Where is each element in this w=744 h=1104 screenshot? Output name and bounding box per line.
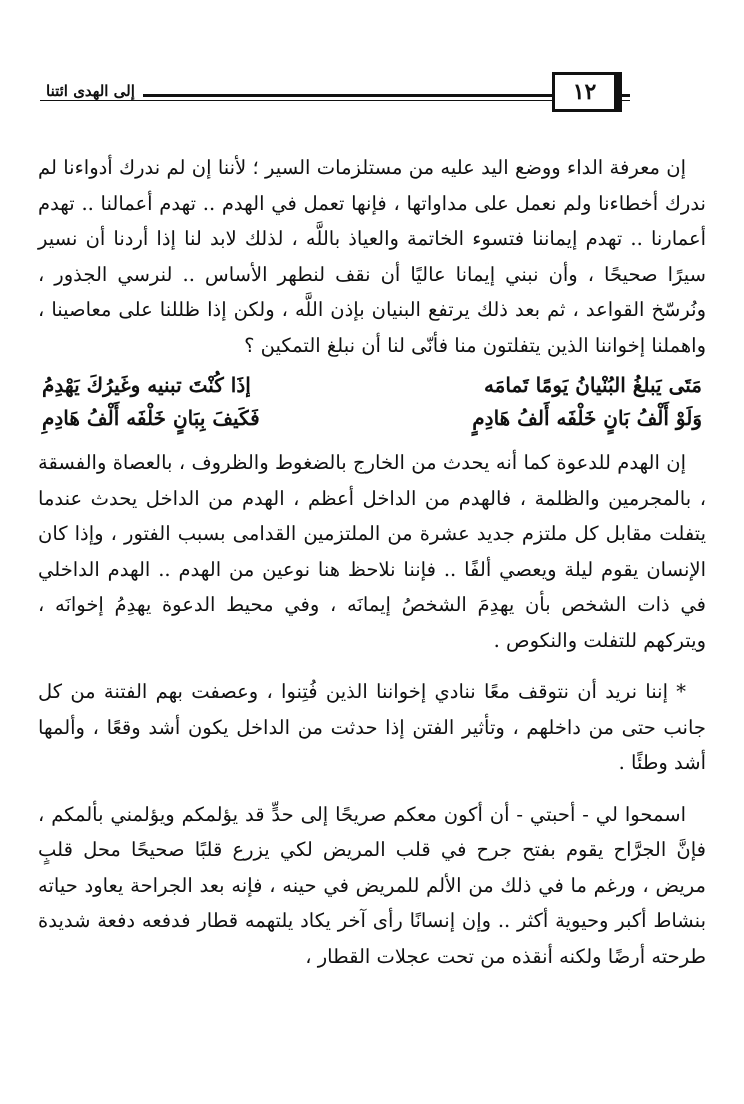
paragraph: * إننا نريد أن نتوقف معًا ننادي إخواننا الذين فُتِنوا ، وعصفت بهم الفتنة من كل جانب حتى من داخلهم ، وتأثير الفتن إذا حدثت من الداخل يكون أشد وقعًا ، وألمها أشد وطئًا . <box>38 680 706 774</box>
running-title: إلى الهدى ائتنا <box>40 82 143 100</box>
verse-second-hemistich: إذَا كُنْتَ تبنيه وغَيرُكَ يَهْدِمُ <box>42 373 251 397</box>
running-header <box>40 66 700 126</box>
verse-second-hemistich: فَكَيفَ بِبَانٍ خَلْفَه أَلْفُ هَادِمِ <box>42 406 260 430</box>
page-body <box>38 150 706 974</box>
verse-first-hemistich: وَلَوْ أَلْفُ بَانٍ خَلْفَه أَلفُ هَادِمٍ <box>472 406 702 430</box>
verse-line <box>38 402 706 435</box>
paragraph: اسمحوا لي - أحبتي - أن أكون معكم صريحًا إلى حدٍّ قد يؤلمكم ويؤلمني بألمكم ، فإنَّ الجرَّاح يقوم بفتح جرح في قلب المريض لكي يزرع قلبًا صحيحًا محل قلبٍ مريض ، ورغم ما في ذلك من الألم للمريض في حينه ، فإنه بعد الجراحة يعاود حياته بنشاط أكبر وحيوية أكثر .. وإن إنسانًا رأى آخر يكاد يلتهمه قطار فدفعه دفعة شديدة طرحته أرضًا ولكنه أنقذه من تحت عجلات القطار ، <box>38 802 706 968</box>
poetry-verse <box>38 369 706 435</box>
page-number: ١٢ <box>552 72 622 112</box>
verse-line <box>38 369 706 402</box>
paragraph: إن معرفة الداء ووضع اليد عليه من مستلزمات السير ؛ لأننا إن لم ندرك أدواءنا لم ندرك أخطاءنا ولم نعمل على مداواتها ، فإنها تعمل في الهدم .. تهدم أعمالنا .. تهدم أعمارنا .. تهدم إيماننا فتسوء الخاتمة والعياذ باللَّه ، لذلك لابد لنا إذا أردنا أن نسير سيرًا صحيحًا ، وأن نبني إيمانا عاليًا أن نقف لنطهر الأساس .. لنرسي الجذور ، ونُرسّخ القواعد ، ثم بعد ذلك يرتفع البنيان بإذن اللَّه ، ولكن إذا ظللنا على معاصينا ، واهملنا إخواننا الذين يتفلتون منا فأنّى لنا أن نبلغ التمكين ؟ <box>38 156 706 357</box>
paragraph: إن الهدم للدعوة كما أنه يحدث من الخارج بالضغوط والظروف ، بالعصاة والفسقة ، بالمجرمين والظلمة ، فالهدم من الداخل أعظم ، الهدم من الداخل يحدث عندما يتفلت مقابل كل ملتزم جديد عشرة من الملتزمين القدامى بسبب الفتور ، وإذا كان الإنسان يقوم ليلة ويعصي ألفًا .. فإننا نلاحظ هنا نوعين من الهدم .. الهدم الداخلي في ذات الشخص بأن يهدِمَ الشخصُ إيمانَه ، وفي محيط الدعوة يهدِمُ إخوانَه ، ويتركهم للتفلت والنكوص . <box>38 451 706 652</box>
verse-first-hemistich: مَتَى يَبلغُ البُنْيانُ يَومًا تَمامَه <box>483 373 702 397</box>
header-rule-thin <box>40 100 630 101</box>
